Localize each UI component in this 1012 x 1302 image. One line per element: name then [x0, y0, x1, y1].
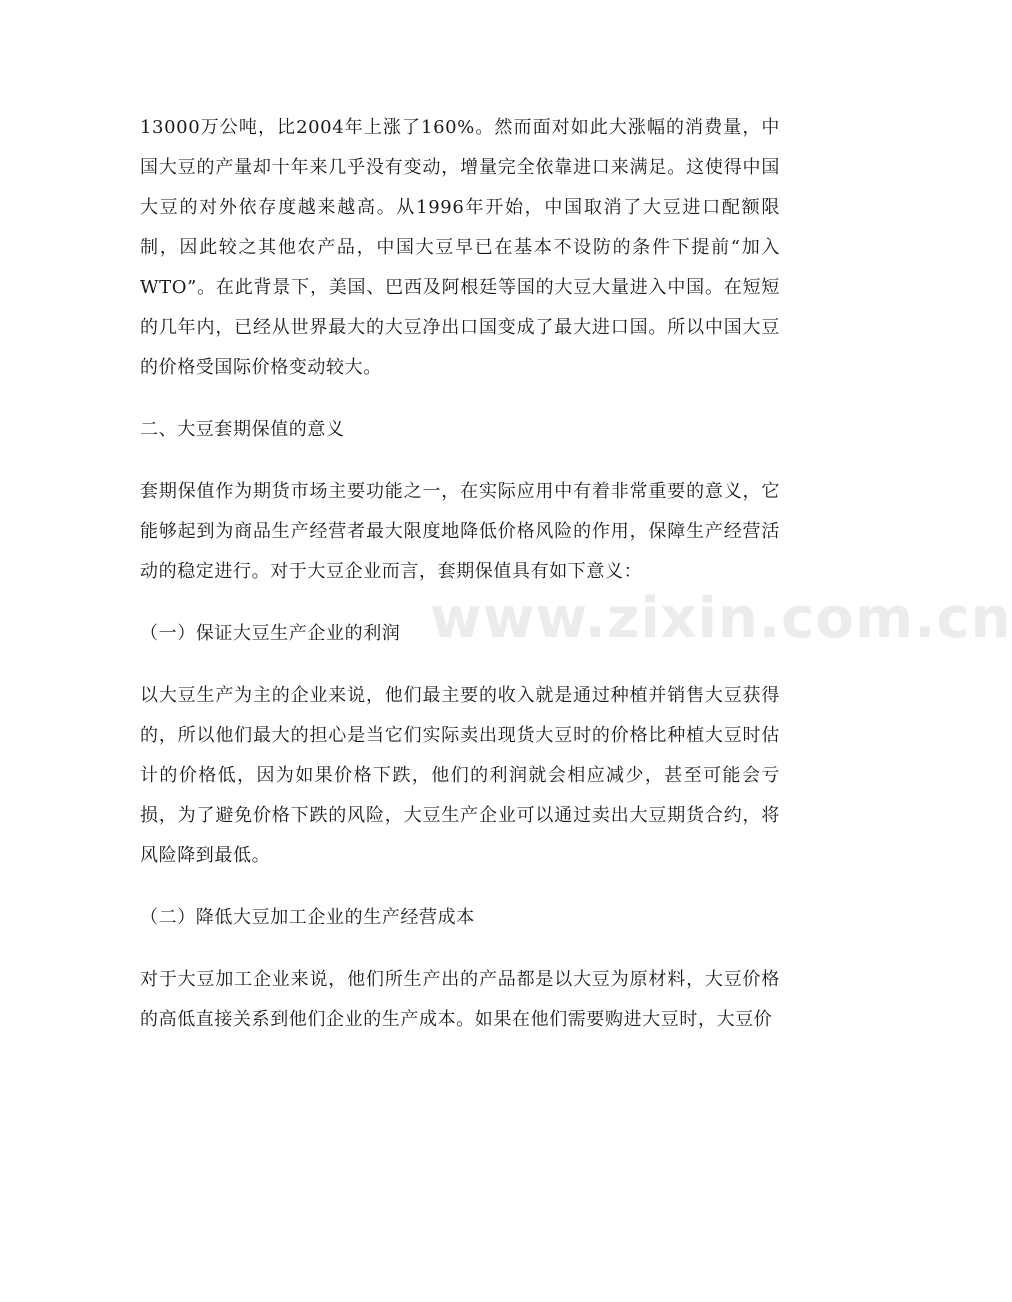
- subheading-producer-profit: （一）保证大豆生产企业的利润: [140, 623, 401, 644]
- paragraph-consumption: 13000万公吨，比2004年上涨了160%。然而面对如此大涨幅的消费量，中国大豆的产量却十年来几乎没有变动，增量完全依靠进口来满足。这使得中国大豆的对外依存度越来越高。从1996年开始，中国取消了大豆进口配额限制，因此较之其他农产品，中国大豆早已在基本不设防的条件下提前“加入WTO”。在此背景下，美国、巴西及阿根廷等国的大豆大量进入中国。在短短的几年内，已经从世界最大的大豆净出口国变成了最大进口国。所以中国大豆的价格受国际价格变动较大。: [140, 117, 780, 378]
- paragraph-hedging-intro: 套期保值作为期货市场主要功能之一，在实际应用中有着非常重要的意义，它能够起到为商品生产经营者最大限度地降低价格风险的作用，保障生产经营活动的稳定进行。对于大豆企业而言，套期保值具有如下意义：: [140, 481, 780, 582]
- paragraph-producer-profit: 以大豆生产为主的企业来说，他们最主要的收入就是通过种植并销售大豆获得的，所以他们最大的担心是当它们实际卖出现货大豆时的价格比种植大豆时估计的价格低，因为如果价格下跌，他们的利润就会相应减少，甚至可能会亏损，为了避免价格下跌的风险，大豆生产企业可以通过卖出大豆期货合约，将风险降到最低。: [140, 685, 780, 866]
- section-heading-hedging-significance: 二、大豆套期保值的意义: [140, 419, 345, 440]
- paragraph-processor-cost: 对于大豆加工企业来说，他们所生产出的产品都是以大豆为原材料，大豆价格的高低直接关系到他们企业的生产成本。如果在他们需要购进大豆时，大豆价: [140, 969, 780, 1030]
- watermark-text: www.zixin.com.cn: [430, 586, 1012, 651]
- subheading-processor-cost: （二）降低大豆加工企业的生产经营成本: [140, 907, 475, 928]
- document-body: [140, 108, 780, 1062]
